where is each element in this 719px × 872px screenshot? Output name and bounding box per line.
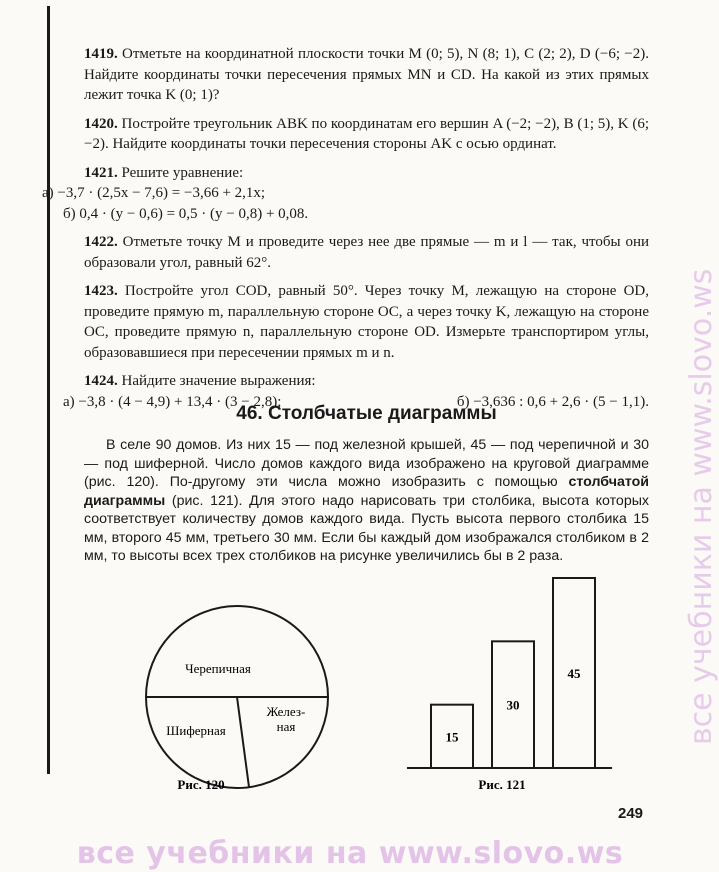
problem-text: Отметьте точку M и проведите через нее две прямые — m и l — так, чтобы они образовали угол, равный 62°. [84, 234, 649, 271]
expression-b: б) −3,636 : 0,6 + 2,6 · (5 − 1,1). [456, 393, 649, 410]
equation-a: а) −3,7 · (2,5x − 7,6) = −3,66 + 2,1x; [42, 185, 266, 201]
expression-a: а) −3,8 · (4 − 4,9) + 13,4 · (3 − 2,8); [63, 393, 282, 410]
watermark-bottom: все учебники на www.slovo.ws [76, 836, 624, 871]
problem-text: Найдите значение выражения: [117, 373, 316, 389]
pie-label-iron-line2: ная [276, 719, 296, 734]
problem-number: 1419. [84, 46, 118, 62]
pie-chart [146, 606, 328, 792]
problem-number: 1421. [84, 164, 118, 181]
problem-text: Отметьте на координатной плоскости точки M (0; 5), N (8; 1), C (2; 2), D (−6; −2). Найдите координаты точки пересечения прямых MN и CD. На какой из этих прямых лежит точка K (0; 1)? [84, 46, 649, 103]
bar-caption: Рис. 121 [478, 777, 526, 792]
pie-label-iron [267, 704, 306, 734]
section-title: 46. Столбчатые диаграммы [236, 403, 497, 424]
bar-value-label: 15 [445, 729, 459, 745]
pie-label-tile: Черепичная [185, 661, 251, 676]
problem-number: 1420. [84, 115, 118, 132]
problem-text: Постройте треугольник ABK по координатам его вершин A (−2; −2), B (1; 5), K (6; −2). Найдите координаты точки пересечения стороны AK с осью ординат. [84, 115, 649, 152]
body-text-1: В селе 90 домов. Из них 15 — под железной крышей, 45 — под черепичной и 30 — под шиферной. Число домов каждого вида изображено на круговой диаграмме (рис. 120). По-другому эти числа можно изобразить с помощью [84, 437, 649, 490]
problem-text: Решите уравнение: [117, 164, 244, 181]
problem-text: Постройте угол COD, равный 50°. Через точку M, лежащую на стороне OD, проведите прямую m, параллельную стороне OC, а через точку K, лежащую на стороне OC, проведите прямую n, параллельную стороне OD. Измерьте транспортиром углы, образовавшиеся при пересечении прямых m и n. [84, 283, 649, 361]
watermark-side: все учебники на www.slovo.ws [684, 268, 719, 745]
pie-caption: Рис. 120 [177, 777, 225, 792]
pie-label-iron-line1: Желез- [266, 704, 306, 719]
pie-wedge-edge [237, 697, 249, 787]
body-term: столбчатой диаграммы [84, 474, 649, 509]
body-text-2: (рис. 121). Для этого надо нарисовать три столбика, высота которых соответствует количеству домов каждого вида. Пусть высота первого столбика 15 мм, второго 45 мм, третьего 30 мм. Если бы каждый дом изображался столбиком в 2 мм, то высоты всех трех столбиков на рисунке увеличились бы в 2 раза. [84, 492, 649, 564]
pie-label-slate: Шиферная [166, 723, 226, 738]
page-number: 249 [618, 805, 644, 822]
bar-value-label: 30 [506, 697, 520, 713]
bar-value-label: 45 [567, 666, 581, 681]
equation-b: б) 0,4 · (y − 0,6) = 0,5 · (y − 0,8) + 0,08. [63, 205, 309, 222]
problem-number: 1422. [84, 234, 118, 250]
bar-chart [407, 578, 612, 792]
problem-number: 1423. [84, 283, 118, 299]
problem-number: 1424. [84, 373, 118, 389]
